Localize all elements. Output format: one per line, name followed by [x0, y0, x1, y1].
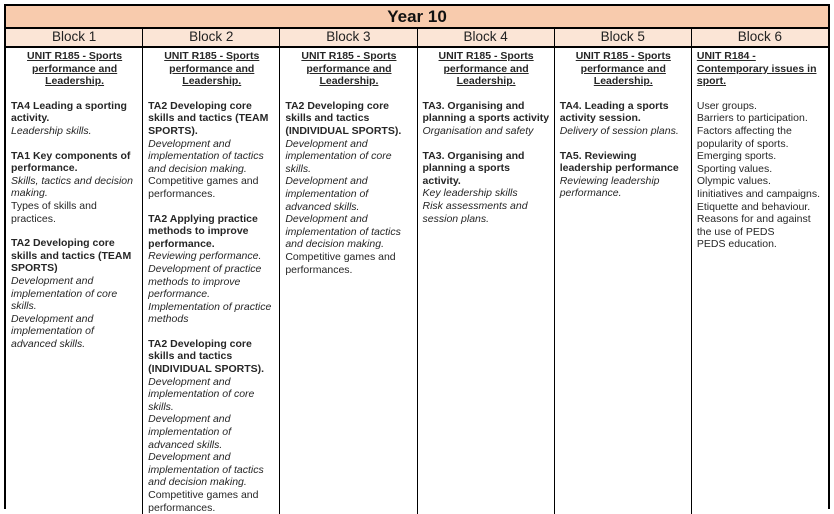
year-title: Year 10 — [6, 6, 828, 29]
section-heading: TA3. Organising and planning a sports activity. — [422, 149, 525, 187]
block-column-5 — [555, 48, 692, 514]
section-line: Implementation of practice methods — [148, 300, 272, 326]
topic-section — [285, 100, 412, 276]
section-heading: TA5. Reviewing leadership performance — [559, 149, 679, 175]
section-line: Emerging sports. — [696, 150, 777, 163]
section-line: Development and implementation of advanced skills. — [285, 175, 369, 213]
unit-title: UNIT R185 - Sports performance and Leadership. — [301, 50, 397, 88]
topic-section — [423, 100, 550, 138]
section-line: Iinitiatives and campaigns. — [696, 187, 821, 200]
section-line: Barriers to participation. — [696, 112, 808, 125]
section-line: Development and implementation of tactics and decision making. — [148, 451, 264, 489]
section-heading: TA2 Applying practice methods to improve performance. — [148, 212, 258, 250]
section-line: User groups. — [696, 99, 757, 112]
section-line: Factors affecting the popularity of sports. — [696, 124, 792, 150]
block-column-4 — [418, 48, 555, 514]
block-column-6 — [692, 48, 828, 514]
year-10-curriculum-table — [4, 4, 830, 514]
topic-section — [11, 150, 138, 226]
section-line: Competitive games and performances. — [148, 175, 259, 200]
section-heading: TA4 Leading a sporting activity. — [11, 99, 127, 125]
unit-title: UNIT R185 - Sports performance and Leadership. — [575, 50, 671, 88]
unit-title: UNIT R185 - Sports performance and Leadership. — [164, 50, 260, 88]
section-heading: TA2 Developing core skills and tactics (TEAM SPORTS). — [148, 99, 269, 137]
section-line: Competitive games and performances. — [285, 250, 396, 276]
topic-section — [560, 100, 687, 138]
section-heading: TA4. Leading a sports activity session. — [559, 99, 669, 125]
block-header-3: Block 3 — [280, 29, 417, 46]
section-line: Reasons for and against the use of PEDS — [696, 213, 811, 238]
block-header-row — [6, 29, 828, 48]
section-line: Development and implementation of advanced skills. — [148, 413, 232, 451]
unit-title: UNIT R185 - Sports performance and Leadership. — [438, 50, 534, 88]
block-column-1 — [6, 48, 143, 514]
section-line: Development and implementation of advanced skills. — [11, 312, 94, 350]
section-line: Delivery of session plans. — [559, 124, 679, 137]
topic-section — [560, 150, 687, 200]
block-column-3 — [280, 48, 417, 514]
section-line: Development and implementation of core skills. — [285, 137, 392, 175]
section-line: Organisation and safety — [422, 124, 534, 137]
section-line: Etiquette and behaviour. — [696, 200, 811, 213]
section-line: Types of skills and practices. — [11, 199, 97, 225]
section-line: Development of practice methods to improve performance. — [148, 262, 262, 301]
block-header-4: Block 4 — [418, 29, 555, 46]
block-column-2 — [143, 48, 280, 514]
block-header-1: Block 1 — [6, 29, 143, 46]
section-line: Olympic values. — [696, 175, 771, 188]
section-heading: TA2 Developing core skills and tactics (TEAM SPORTS) — [11, 237, 132, 275]
section-line: Development and implementation of tactics and decision making. — [148, 137, 264, 175]
section-heading: TA3. Organising and planning a sports activity — [422, 99, 550, 125]
unit-title: UNIT R184 - Contemporary issues in sport. — [696, 50, 817, 88]
section-line: Competitive games and performances. — [148, 489, 259, 514]
section-line: Sporting values. — [696, 162, 773, 175]
section-line: PEDS education. — [696, 238, 777, 251]
block-header-5: Block 5 — [555, 29, 692, 46]
topic-section — [148, 100, 275, 201]
block-header-6: Block 6 — [737, 29, 783, 44]
section-line: Development and implementation of tactics and decision making. — [285, 213, 401, 251]
topic-section — [11, 237, 138, 350]
section-line: Skills, tactics and decision making. — [11, 174, 133, 200]
block-header-2: Block 2 — [143, 29, 280, 46]
topic-section — [148, 213, 275, 326]
section-line: Risk assessments and session plans. — [422, 199, 528, 225]
section-heading: TA1 Key components of performance. — [11, 149, 131, 175]
section-line: Leadership skills. — [11, 124, 92, 137]
section-line: Development and implementation of core skills. — [148, 375, 255, 413]
section-heading: TA2 Developing core skills and tactics (INDIVIDUAL SPORTS). — [148, 337, 265, 376]
section-heading: TA2 Developing core skills and tactics (INDIVIDUAL SPORTS). — [285, 99, 402, 137]
section-line: Reviewing leadership performance. — [559, 174, 660, 200]
unit-title: UNIT R185 - Sports performance and Leadership. — [27, 50, 123, 88]
topic-section — [148, 338, 275, 514]
section-line: Development and implementation of core skills. — [11, 274, 118, 313]
block-content-row — [6, 48, 828, 514]
section-line: Reviewing performance. — [148, 250, 262, 263]
section-line: Key leadership skills — [422, 187, 518, 200]
topic-section — [11, 100, 138, 138]
topic-section — [697, 100, 824, 251]
topic-section — [423, 150, 550, 226]
